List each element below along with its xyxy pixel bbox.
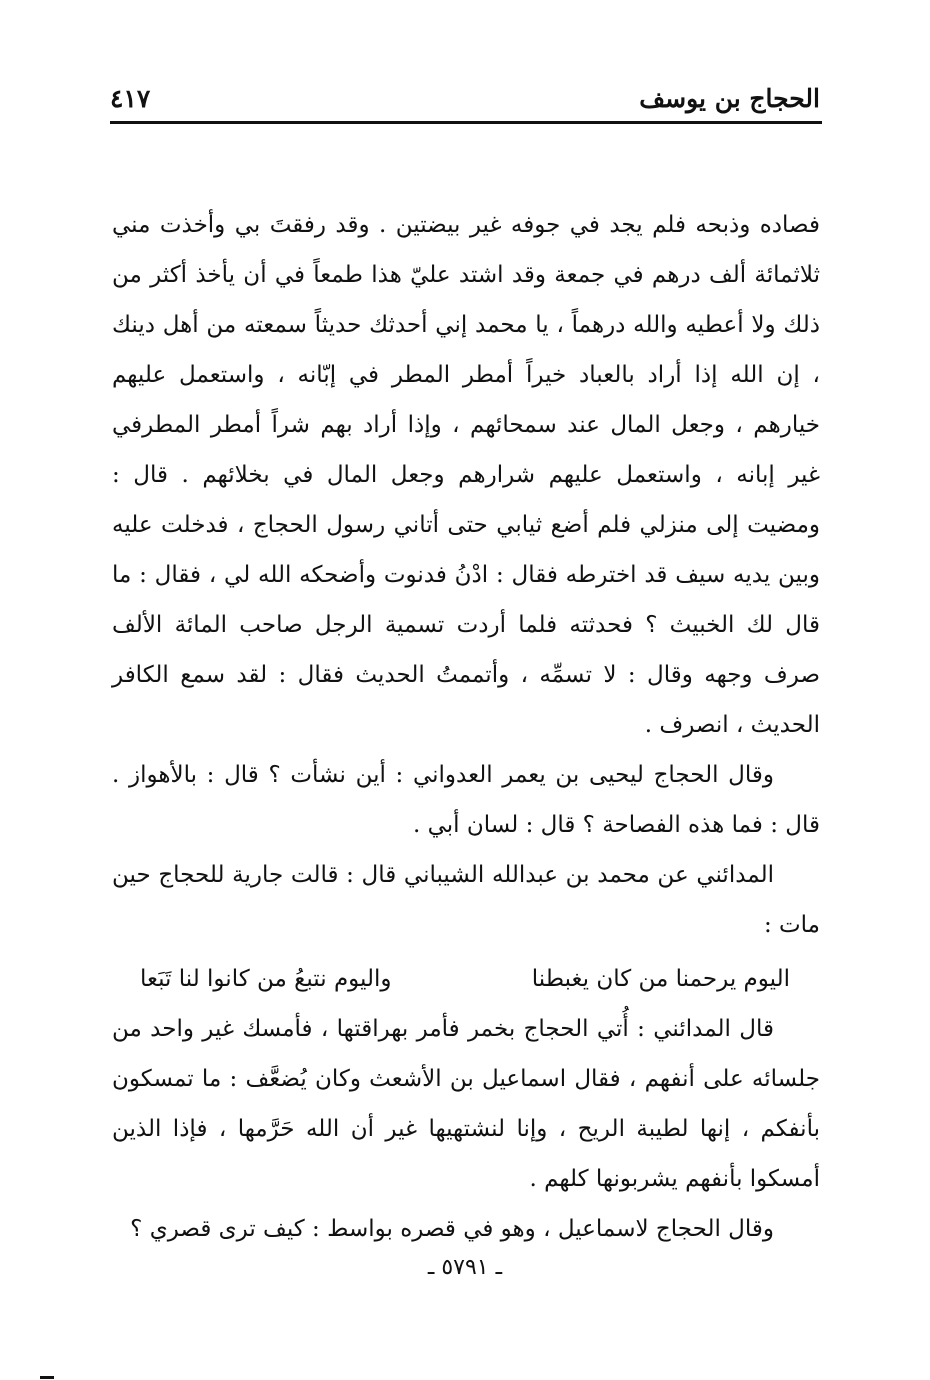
paragraph-2: وقال الحجاج ليحيى بن يعمر العدواني : أين نشأت ؟ قال : بالأهواز . قال : فما هذه الفصاحة ؟ قال : لسان أبي . [112, 762, 820, 838]
paragraph-3: المدائني عن محمد بن عبدالله الشيباني قال : قالت جارية للحجاج حين مات : [112, 862, 820, 938]
verse-first-hemistich: اليوم يرحمنا من كان يغبطنا [531, 966, 790, 992]
running-title: الحجاج بن يوسف [639, 84, 820, 113]
header-rule [110, 121, 822, 124]
paragraph-5: وقال الحجاج لاسماعيل ، وهو في قصره بواسط : كيف ترى قصري ؟ [130, 1216, 774, 1242]
paragraph-1: فصاده وذبحه فلم يجد في جوفه غير بيضتين . وقد رفقتَ بي وأخذت مني ثلاثمائة ألف درهم في جمعة وقد اشتد عليّ هذا طمعاً في أن يأخذ أكثر من ذلك ولا أعطيه والله درهماً ، يا محمد إني أحدثك حديثاً سمعته من أهل دينك ، إن الله إذا أراد بالعباد خيراً أمطر المطر في إبّانه ، واستعمل عليهم خيارهم ، وجعل المال عند سمحائهم ، وإذا أراد بهم شراً أمطر المطرفي غير إبانه ، واستعمل عليهم شرارهم وجعل المال في بخلائهم . قال : ومضيت إلى منزلي فلم أضع ثيابي حتى أتاني رسول الحجاج ، فدخلت عليه وبين يديه سيف قد اخترطه فقال : ادْنُ فدنوت وأضحكه الله لي ، فقال : ما قال لك الخبيث ؟ فحدثته فلما أردت تسمية الرجل صاحب المائة الألف صرف وجهه وقال : لا تسمِّه ، وأتممتُ الحديث فقال : لقد سمع الكافر الحديث ، انصرف . [112, 212, 820, 738]
body-text [112, 200, 820, 1254]
poem-verse [112, 954, 820, 1004]
folio-number: ـ ٥٧٩١ ـ [427, 1255, 503, 1280]
scan-mark [40, 1376, 54, 1379]
verse-second-hemistich: واليوم نتبعُ من كانوا لنا تَبَعا [140, 966, 392, 992]
paragraph-4: قال المدائني : أُتي الحجاج بخمر فأمر بهراقتها ، فأمسك غير واحد من جلسائه على أنفهم ، فقال اسماعيل بن الأشعث وكان يُضعَّف : ما تمسكون بأنفكم ، إنها لطيبة الريح ، وإنا لنشتهيها غير أن الله حَرَّمها ، فإذا الذين أمسكوا بأنفهم يشربونها كلهم . [112, 1016, 820, 1192]
running-header [110, 78, 820, 118]
page-number: ٤١٧ [110, 84, 151, 113]
